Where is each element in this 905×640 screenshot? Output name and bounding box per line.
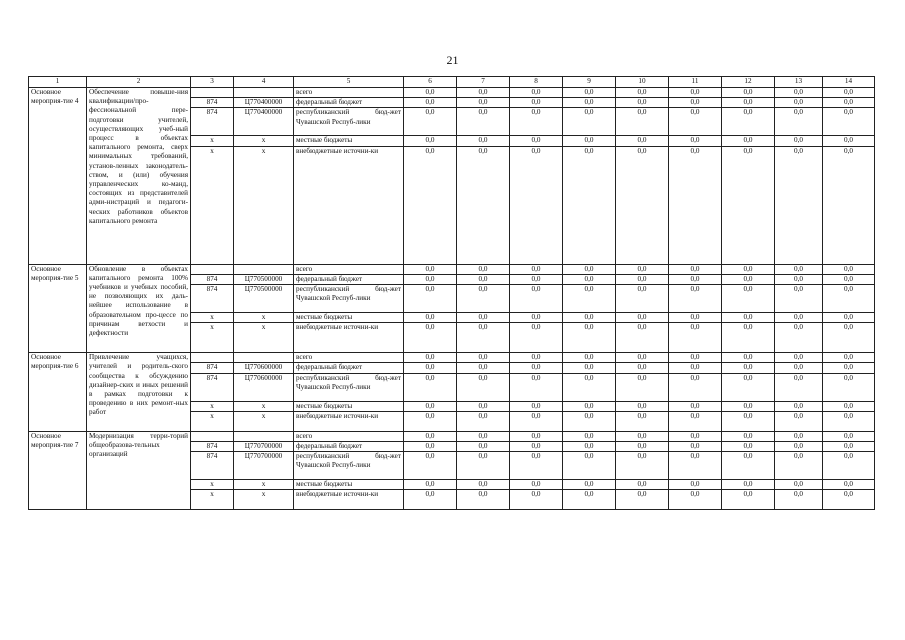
value-cell: 0,0 [823,88,875,98]
measure-description: Привлечение учащихся, учителей и родитель-ского сообщества к обсуждению дизайнер-ских и иных решений в рамках подготовки к проведению в них ремонт-ных работ [87,353,191,432]
value-cell: 0,0 [722,285,775,313]
table-body [29,77,875,510]
value-cell: 0,0 [404,452,457,480]
measure-title: Основное мероприя-тие 4 [29,88,87,265]
funding-source: всего [294,353,404,363]
value-cell: 0,0 [823,363,875,373]
funding-source: внебюджетные источни-ки [294,323,404,353]
value-cell: 0,0 [510,363,563,373]
value-cell: 0,0 [775,353,823,363]
value-cell: 0,0 [616,264,669,274]
value-cell: 0,0 [457,401,510,411]
measure-title: Основное мероприя-тие 7 [29,431,87,510]
value-cell: 0,0 [563,490,616,510]
value-cell: 0,0 [563,285,616,313]
value-cell: 0,0 [669,323,722,353]
grbs-code: x [191,401,234,411]
funding-source: местные бюджеты [294,480,404,490]
target-article-code: x [234,146,294,264]
value-cell: 0,0 [775,264,823,274]
value-cell: 0,0 [722,274,775,284]
value-cell: 0,0 [823,452,875,480]
value-cell: 0,0 [616,363,669,373]
value-cell: 0,0 [722,401,775,411]
funding-source: федеральный бюджет [294,363,404,373]
value-cell: 0,0 [563,442,616,452]
value-cell: 0,0 [722,264,775,274]
table-row [29,431,875,441]
value-cell: 0,0 [722,411,775,431]
value-cell: 0,0 [616,274,669,284]
value-cell: 0,0 [775,98,823,108]
target-article-code: Ц770500000 [234,285,294,313]
value-cell: 0,0 [616,146,669,264]
target-article-code [234,353,294,363]
value-cell: 0,0 [510,411,563,431]
value-cell: 0,0 [823,373,875,401]
value-cell: 0,0 [669,442,722,452]
value-cell: 0,0 [510,274,563,284]
measure-description: Обеспечение повыше-ния квалификации/про-фессиональной пере-подготовки учителей, осуществляющих учеб-ный процесс в объектах капитального ремонта, сверх минимальных требований, установ-ленных законодатель-ством, и (или) обучения управленческих ко-манд, состоящих из представителей адми-нистраций и педагоги-ческих работников объектов капитального ремонта [87,88,191,265]
value-cell: 0,0 [669,136,722,146]
value-cell: 0,0 [616,411,669,431]
value-cell: 0,0 [404,313,457,323]
value-cell: 0,0 [510,108,563,136]
value-cell: 0,0 [404,373,457,401]
value-cell: 0,0 [457,313,510,323]
header-cell: 7 [457,77,510,88]
value-cell: 0,0 [510,353,563,363]
value-cell: 0,0 [722,373,775,401]
value-cell: 0,0 [775,136,823,146]
value-cell: 0,0 [616,431,669,441]
value-cell: 0,0 [669,285,722,313]
grbs-code: x [191,313,234,323]
value-cell: 0,0 [823,108,875,136]
grbs-code: x [191,411,234,431]
header-cell: 1 [29,77,87,88]
value-cell: 0,0 [404,480,457,490]
table-row [29,88,875,98]
measure-title: Основное мероприя-тие 5 [29,264,87,353]
grbs-code [191,353,234,363]
value-cell: 0,0 [616,401,669,411]
value-cell: 0,0 [404,136,457,146]
value-cell: 0,0 [775,452,823,480]
measure-description: Обновление в объектах капитального ремонта 100% учебников и учебных пособий, не позволяющих их даль-нейшее использование в образовательном про-цессе по причинам ветхости и дефектности [87,264,191,353]
value-cell: 0,0 [669,353,722,363]
value-cell: 0,0 [457,108,510,136]
value-cell: 0,0 [775,108,823,136]
table-row [29,264,875,274]
funding-source: местные бюджеты [294,136,404,146]
value-cell: 0,0 [563,452,616,480]
value-cell: 0,0 [404,264,457,274]
grbs-code: x [191,490,234,510]
value-cell: 0,0 [457,98,510,108]
value-cell: 0,0 [510,98,563,108]
value-cell: 0,0 [563,88,616,98]
funding-source: местные бюджеты [294,313,404,323]
value-cell: 0,0 [823,313,875,323]
value-cell: 0,0 [722,490,775,510]
header-cell: 3 [191,77,234,88]
header-cell: 10 [616,77,669,88]
value-cell: 0,0 [563,274,616,284]
value-cell: 0,0 [457,480,510,490]
value-cell: 0,0 [563,264,616,274]
value-cell: 0,0 [775,274,823,284]
value-cell: 0,0 [669,431,722,441]
value-cell: 0,0 [616,136,669,146]
value-cell: 0,0 [563,401,616,411]
value-cell: 0,0 [823,274,875,284]
value-cell: 0,0 [510,88,563,98]
header-cell: 6 [404,77,457,88]
value-cell: 0,0 [404,431,457,441]
value-cell: 0,0 [616,452,669,480]
value-cell: 0,0 [722,323,775,353]
funding-source: всего [294,88,404,98]
value-cell: 0,0 [722,363,775,373]
target-article-code: Ц770500000 [234,274,294,284]
value-cell: 0,0 [457,490,510,510]
value-cell: 0,0 [563,480,616,490]
value-cell: 0,0 [669,146,722,264]
value-cell: 0,0 [563,431,616,441]
value-cell: 0,0 [510,146,563,264]
value-cell: 0,0 [563,136,616,146]
value-cell: 0,0 [722,313,775,323]
value-cell: 0,0 [823,136,875,146]
value-cell: 0,0 [722,353,775,363]
value-cell: 0,0 [457,373,510,401]
grbs-code: 874 [191,452,234,480]
grbs-code: 874 [191,373,234,401]
grbs-code: 874 [191,108,234,136]
value-cell: 0,0 [616,313,669,323]
value-cell: 0,0 [722,480,775,490]
value-cell: 0,0 [823,431,875,441]
target-article-code [234,431,294,441]
funding-source: местные бюджеты [294,401,404,411]
value-cell: 0,0 [457,323,510,353]
header-cell: 11 [669,77,722,88]
grbs-code [191,88,234,98]
funding-source: внебюджетные источни-ки [294,490,404,510]
value-cell: 0,0 [775,146,823,264]
value-cell: 0,0 [775,373,823,401]
value-cell: 0,0 [775,431,823,441]
grbs-code: 874 [191,285,234,313]
value-cell: 0,0 [722,98,775,108]
value-cell: 0,0 [669,480,722,490]
value-cell: 0,0 [563,373,616,401]
value-cell: 0,0 [404,442,457,452]
value-cell: 0,0 [669,313,722,323]
value-cell: 0,0 [823,323,875,353]
value-cell: 0,0 [823,442,875,452]
grbs-code: 874 [191,442,234,452]
value-cell: 0,0 [510,373,563,401]
target-article-code: Ц770400000 [234,108,294,136]
value-cell: 0,0 [457,264,510,274]
budget-table [28,76,875,510]
funding-source: федеральный бюджет [294,274,404,284]
value-cell: 0,0 [669,264,722,274]
funding-source: республиканский бюд-жет Чувашской Респуб-лики [294,108,404,136]
value-cell: 0,0 [510,442,563,452]
value-cell: 0,0 [404,363,457,373]
header-cell: 12 [722,77,775,88]
value-cell: 0,0 [669,411,722,431]
value-cell: 0,0 [669,98,722,108]
value-cell: 0,0 [404,401,457,411]
value-cell: 0,0 [775,480,823,490]
value-cell: 0,0 [669,490,722,510]
header-cell: 5 [294,77,404,88]
funding-source: всего [294,264,404,274]
value-cell: 0,0 [722,442,775,452]
value-cell: 0,0 [616,480,669,490]
value-cell: 0,0 [457,442,510,452]
value-cell: 0,0 [457,411,510,431]
value-cell: 0,0 [404,353,457,363]
value-cell: 0,0 [510,136,563,146]
value-cell: 0,0 [457,146,510,264]
value-cell: 0,0 [404,411,457,431]
value-cell: 0,0 [669,452,722,480]
target-article-code [234,88,294,98]
value-cell: 0,0 [563,146,616,264]
value-cell: 0,0 [775,313,823,323]
value-cell: 0,0 [775,411,823,431]
grbs-code: x [191,146,234,264]
value-cell: 0,0 [563,313,616,323]
target-article-code: Ц770600000 [234,373,294,401]
value-cell: 0,0 [563,411,616,431]
target-article-code: x [234,401,294,411]
value-cell: 0,0 [775,401,823,411]
funding-source: федеральный бюджет [294,98,404,108]
value-cell: 0,0 [616,285,669,313]
value-cell: 0,0 [510,490,563,510]
value-cell: 0,0 [775,442,823,452]
value-cell: 0,0 [669,108,722,136]
grbs-code: 874 [191,363,234,373]
target-article-code: Ц770700000 [234,442,294,452]
funding-source: федеральный бюджет [294,442,404,452]
value-cell: 0,0 [404,285,457,313]
grbs-code: x [191,136,234,146]
value-cell: 0,0 [823,146,875,264]
measure-description: Модернизация терри-торий общеобразова-тельных организаций [87,431,191,510]
value-cell: 0,0 [404,108,457,136]
value-cell: 0,0 [510,264,563,274]
header-cell: 9 [563,77,616,88]
value-cell: 0,0 [510,323,563,353]
value-cell: 0,0 [775,285,823,313]
header-cell: 4 [234,77,294,88]
value-cell: 0,0 [823,353,875,363]
value-cell: 0,0 [722,136,775,146]
grbs-code [191,431,234,441]
target-article-code: x [234,480,294,490]
target-article-code: x [234,313,294,323]
value-cell: 0,0 [510,401,563,411]
value-cell: 0,0 [616,442,669,452]
value-cell: 0,0 [823,480,875,490]
value-cell: 0,0 [510,285,563,313]
value-cell: 0,0 [616,353,669,363]
value-cell: 0,0 [722,108,775,136]
value-cell: 0,0 [669,88,722,98]
header-cell: 14 [823,77,875,88]
value-cell: 0,0 [823,411,875,431]
value-cell: 0,0 [616,323,669,353]
value-cell: 0,0 [404,146,457,264]
value-cell: 0,0 [616,88,669,98]
value-cell: 0,0 [563,98,616,108]
funding-source: внебюджетные источни-ки [294,411,404,431]
value-cell: 0,0 [722,452,775,480]
value-cell: 0,0 [823,401,875,411]
funding-source: внебюджетные источни-ки [294,146,404,264]
grbs-code: 874 [191,98,234,108]
grbs-code: x [191,480,234,490]
header-cell: 8 [510,77,563,88]
target-article-code: Ц770600000 [234,363,294,373]
target-article-code: x [234,490,294,510]
value-cell: 0,0 [775,88,823,98]
funding-source: всего [294,431,404,441]
value-cell: 0,0 [616,373,669,401]
target-article-code: Ц770400000 [234,98,294,108]
target-article-code [234,264,294,274]
value-cell: 0,0 [457,353,510,363]
value-cell: 0,0 [510,480,563,490]
grbs-code: x [191,323,234,353]
header-cell: 2 [87,77,191,88]
value-cell: 0,0 [404,490,457,510]
funding-source: республиканский бюд-жет Чувашской Респуб-лики [294,373,404,401]
value-cell: 0,0 [669,363,722,373]
page-number: 21 [446,53,459,67]
value-cell: 0,0 [669,401,722,411]
value-cell: 0,0 [669,373,722,401]
table-row [29,353,875,363]
value-cell: 0,0 [722,88,775,98]
target-article-code: x [234,136,294,146]
value-cell: 0,0 [616,108,669,136]
value-cell: 0,0 [457,274,510,284]
value-cell: 0,0 [823,285,875,313]
measure-title: Основное мероприя-тие 6 [29,353,87,432]
value-cell: 0,0 [775,490,823,510]
header-cell: 13 [775,77,823,88]
value-cell: 0,0 [616,98,669,108]
value-cell: 0,0 [563,363,616,373]
value-cell: 0,0 [510,452,563,480]
value-cell: 0,0 [722,431,775,441]
value-cell: 0,0 [823,98,875,108]
value-cell: 0,0 [669,274,722,284]
value-cell: 0,0 [457,431,510,441]
value-cell: 0,0 [775,363,823,373]
value-cell: 0,0 [457,452,510,480]
funding-source: республиканский бюд-жет Чувашской Респуб-лики [294,285,404,313]
header-row [29,77,875,88]
target-article-code: x [234,411,294,431]
target-article-code: Ц770700000 [234,452,294,480]
value-cell: 0,0 [404,88,457,98]
target-article-code: x [234,323,294,353]
value-cell: 0,0 [404,98,457,108]
value-cell: 0,0 [563,353,616,363]
value-cell: 0,0 [563,323,616,353]
value-cell: 0,0 [823,490,875,510]
grbs-code: 874 [191,274,234,284]
value-cell: 0,0 [510,431,563,441]
value-cell: 0,0 [457,363,510,373]
value-cell: 0,0 [823,264,875,274]
value-cell: 0,0 [775,323,823,353]
value-cell: 0,0 [722,146,775,264]
funding-source: республиканский бюд-жет Чувашской Респуб-лики [294,452,404,480]
value-cell: 0,0 [457,285,510,313]
grbs-code [191,264,234,274]
value-cell: 0,0 [457,136,510,146]
value-cell: 0,0 [616,490,669,510]
value-cell: 0,0 [404,274,457,284]
value-cell: 0,0 [404,323,457,353]
value-cell: 0,0 [457,88,510,98]
value-cell: 0,0 [510,313,563,323]
value-cell: 0,0 [563,108,616,136]
